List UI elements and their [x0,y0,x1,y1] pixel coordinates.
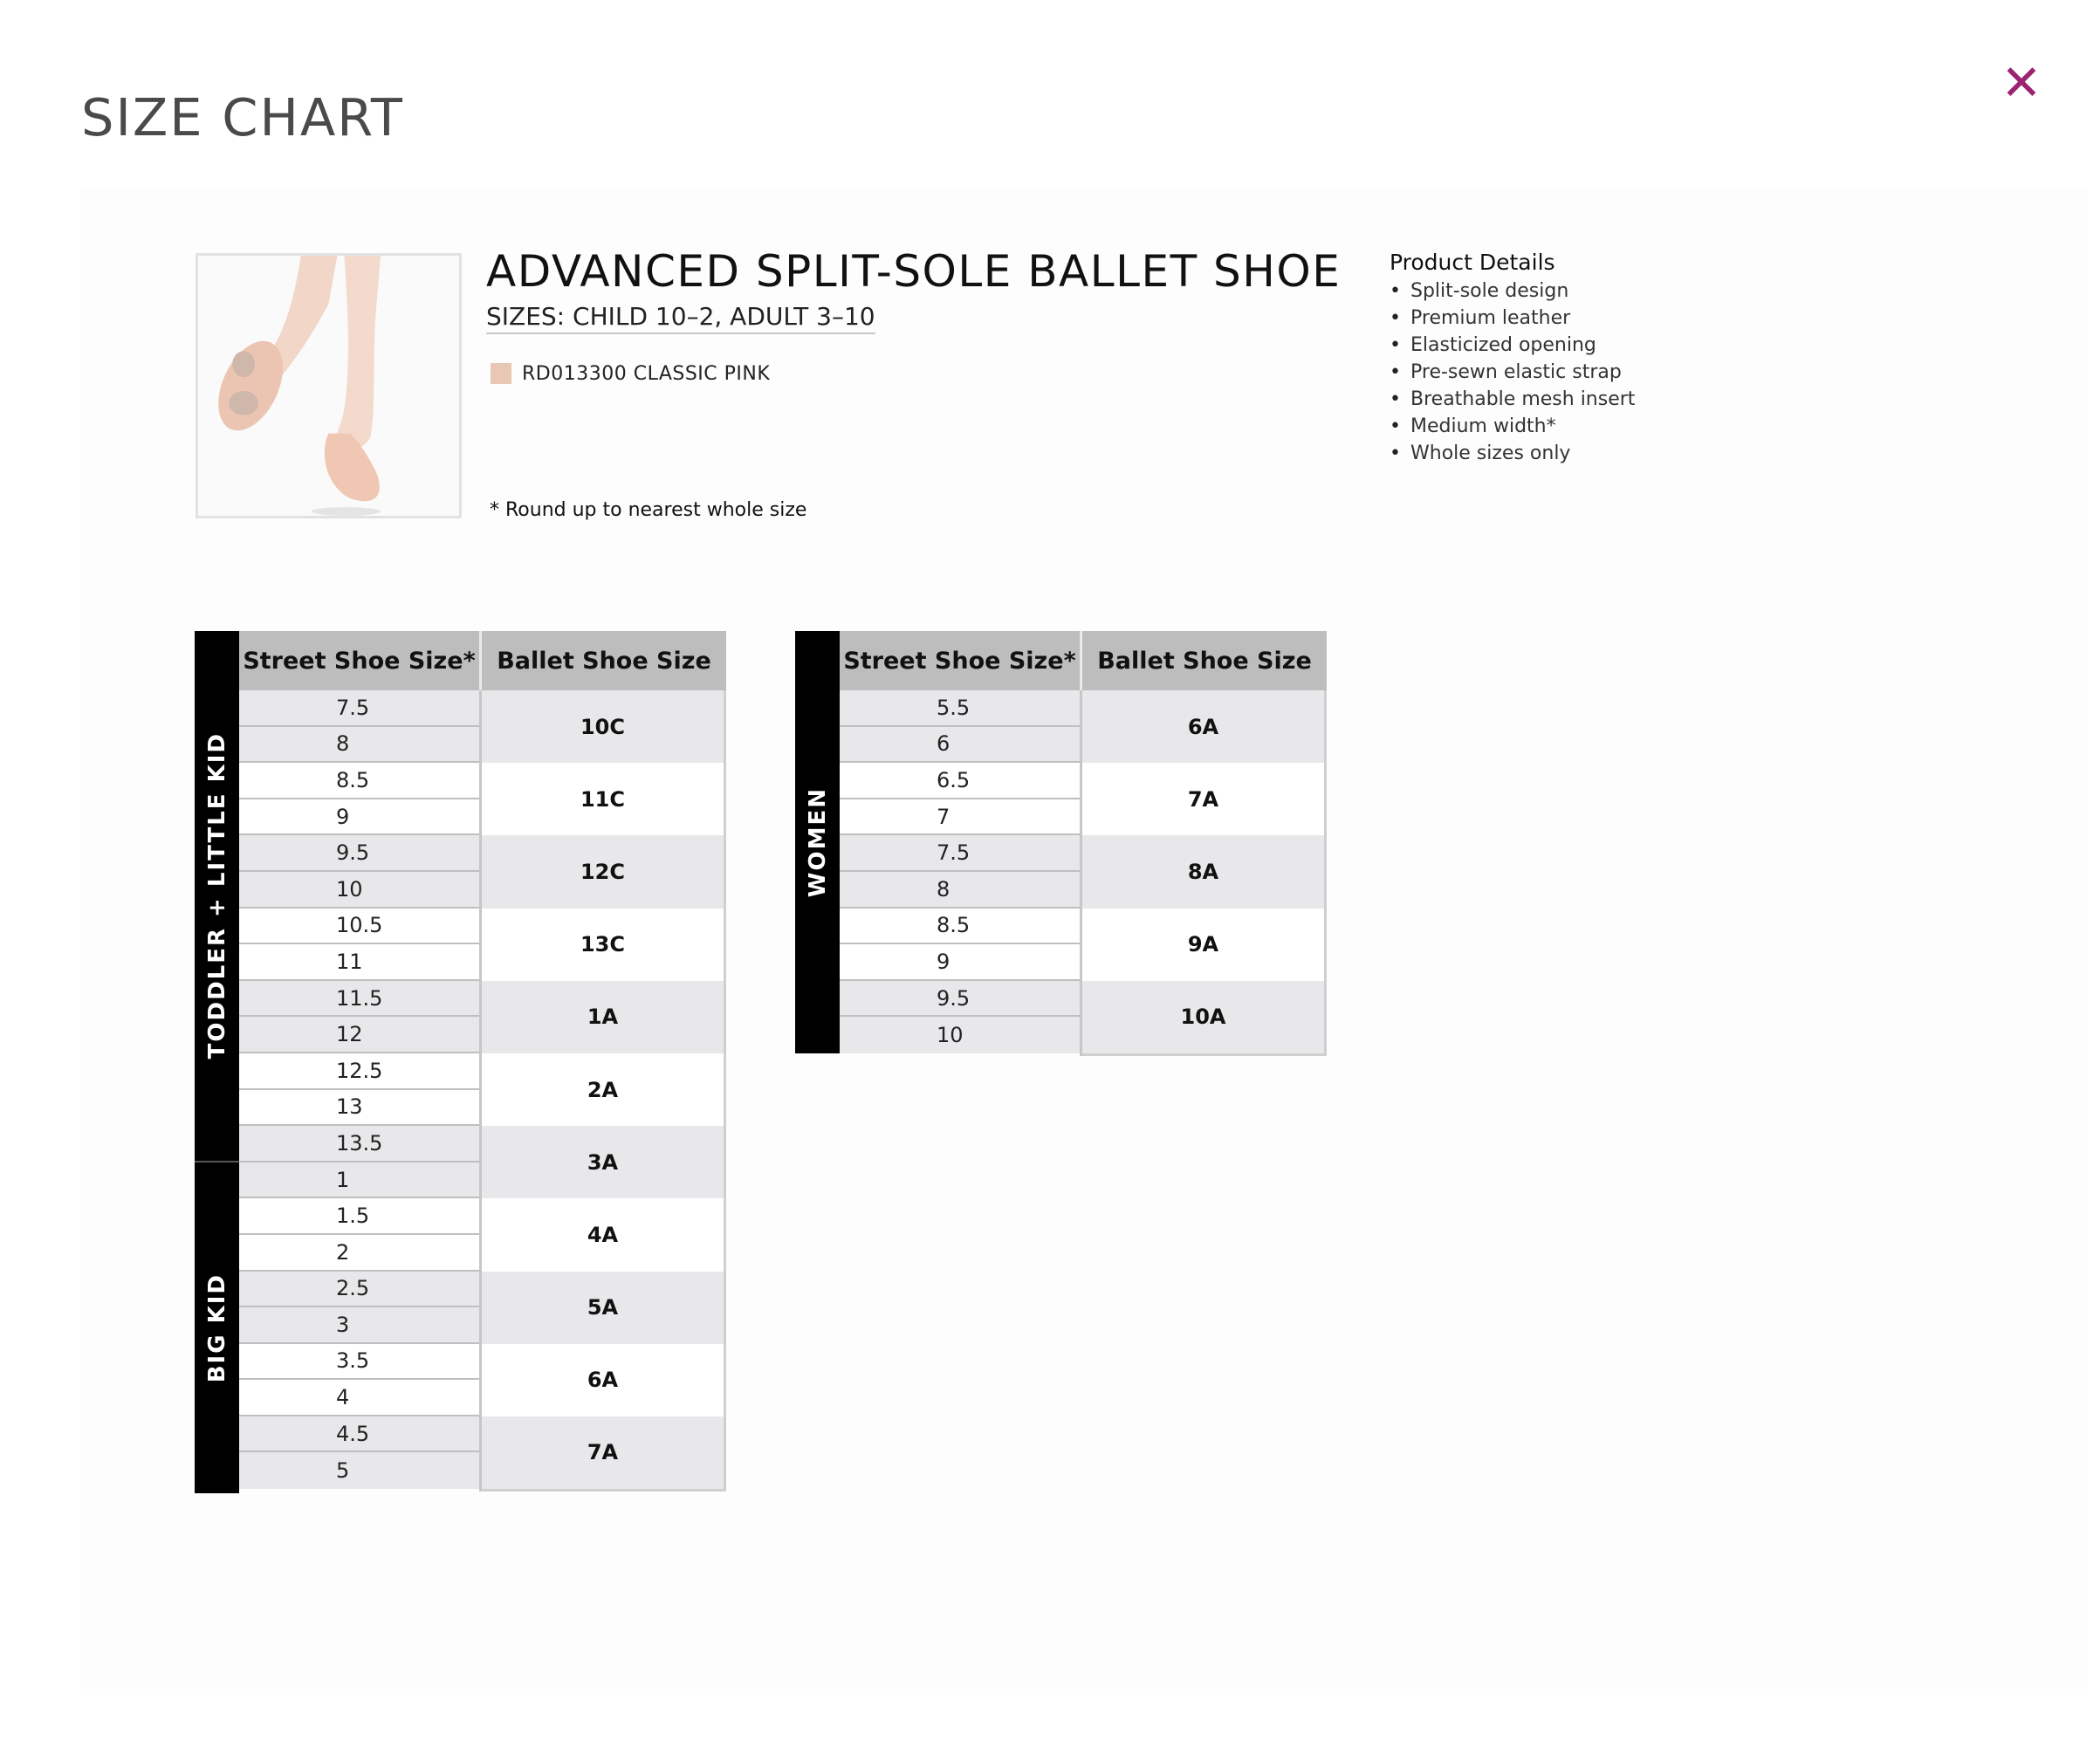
ballet-size-cell: 7A [1082,763,1324,835]
group-column [195,631,239,1493]
group-women [795,631,840,1053]
modal-title: SIZE CHART [81,87,404,147]
street-size-cell: 1 [239,1162,479,1199]
ballet-size-cell: 6A [1082,690,1324,763]
street-size-cell: 2 [239,1235,479,1272]
street-size-cell: 9.5 [239,835,479,872]
color-code: RD013300 CLASSIC PINK [522,363,771,385]
street-size-cell: 12 [239,1017,479,1053]
group-label: TODDLER + LITTLE KID [203,732,230,1060]
street-size-cell: 4.5 [239,1416,479,1453]
street-size-cell: 9 [840,944,1080,981]
group-label: BIG KID [203,1272,230,1383]
street-size-cell: 12.5 [239,1053,479,1090]
product-details-title: Product Details [1390,250,1555,275]
street-size-cell: 6.5 [840,763,1080,799]
product-sizes: SIZES: CHILD 10–2, ADULT 3–10 [486,302,875,334]
street-size-cell: 10 [840,1017,1080,1053]
detail-item: • Elasticized opening [1390,332,1635,359]
header-street-size: Street Shoe Size* [840,631,1082,690]
detail-item: • Pre-sewn elastic strap [1390,359,1635,386]
ballet-size-cell: 8A [1082,835,1324,908]
street-size-cell: 1.5 [239,1198,479,1235]
street-size-cell: 3.5 [239,1344,479,1381]
table-header [239,631,726,690]
street-size-cell: 5 [239,1452,479,1489]
street-size-cell: 7 [840,799,1080,836]
detail-item: • Premium leather [1390,305,1635,332]
street-size-cell: 11.5 [239,981,479,1018]
ballet-size-cell: 3A [482,1126,724,1198]
street-size-cell: 13.5 [239,1126,479,1162]
street-size-cell: 5.5 [840,690,1080,727]
group-column [795,631,840,1056]
table-header [840,631,1327,690]
ballet-size-cell: 10A [1082,981,1324,1053]
street-size-cell: 11 [239,944,479,981]
ballet-size-cell: 2A [482,1053,724,1126]
detail-item: • Whole sizes only [1390,440,1635,467]
color-swatch [491,363,511,384]
street-size-cell: 6 [840,727,1080,764]
ballet-size-cell: 10C [482,690,724,763]
street-size-cell: 13 [239,1090,479,1127]
street-size-column [840,690,1082,1056]
street-size-column [239,690,482,1492]
street-size-cell: 8.5 [239,763,479,799]
ballet-size-cell: 6A [482,1344,724,1416]
street-size-cell: 8 [239,727,479,764]
ballet-size-cell: 9A [1082,909,1324,981]
street-size-cell: 4 [239,1380,479,1416]
ballet-size-cell: 5A [482,1272,724,1344]
kids-size-table [195,631,726,1493]
street-size-cell: 8.5 [840,909,1080,945]
street-size-cell: 9 [239,799,479,836]
street-size-cell: 7.5 [840,835,1080,872]
group-label: WOMEN [804,786,831,898]
street-size-cell: 10.5 [239,909,479,945]
round-up-footnote: * Round up to nearest whole size [490,499,807,521]
header-ballet-size: Ballet Shoe Size [1097,647,1312,675]
street-size-cell: 10 [239,872,479,909]
ballet-size-cell: 1A [482,981,724,1053]
product-details-list [1390,278,1635,467]
ballet-size-cell: 12C [482,835,724,908]
ballet-shoe-illustration [198,256,459,516]
ballet-size-column [1082,690,1327,1056]
header-ballet-size: Ballet Shoe Size [497,647,711,675]
detail-item: • Breathable mesh insert [1390,386,1635,413]
street-size-cell: 8 [840,872,1080,909]
close-icon[interactable]: ✕ [2000,55,2042,112]
header-street-size: Street Shoe Size* [239,631,482,690]
product-name: ADVANCED SPLIT-SOLE BALLET SHOE [486,246,1342,297]
street-size-cell: 2.5 [239,1272,479,1308]
street-size-cell: 3 [239,1307,479,1344]
detail-item: • Split-sole design [1390,278,1635,305]
product-image [196,253,462,518]
group-toddler-little-kid [195,631,239,1162]
street-size-cell: 9.5 [840,981,1080,1018]
ballet-size-cell: 13C [482,909,724,981]
street-size-cell: 7.5 [239,690,479,727]
ballet-size-column [482,690,726,1492]
ballet-size-cell: 7A [482,1416,724,1489]
ballet-size-cell: 4A [482,1198,724,1271]
detail-item: • Medium width* [1390,413,1635,440]
women-size-table [795,631,1327,1056]
group-big-kid [195,1162,239,1493]
ballet-size-cell: 11C [482,763,724,835]
